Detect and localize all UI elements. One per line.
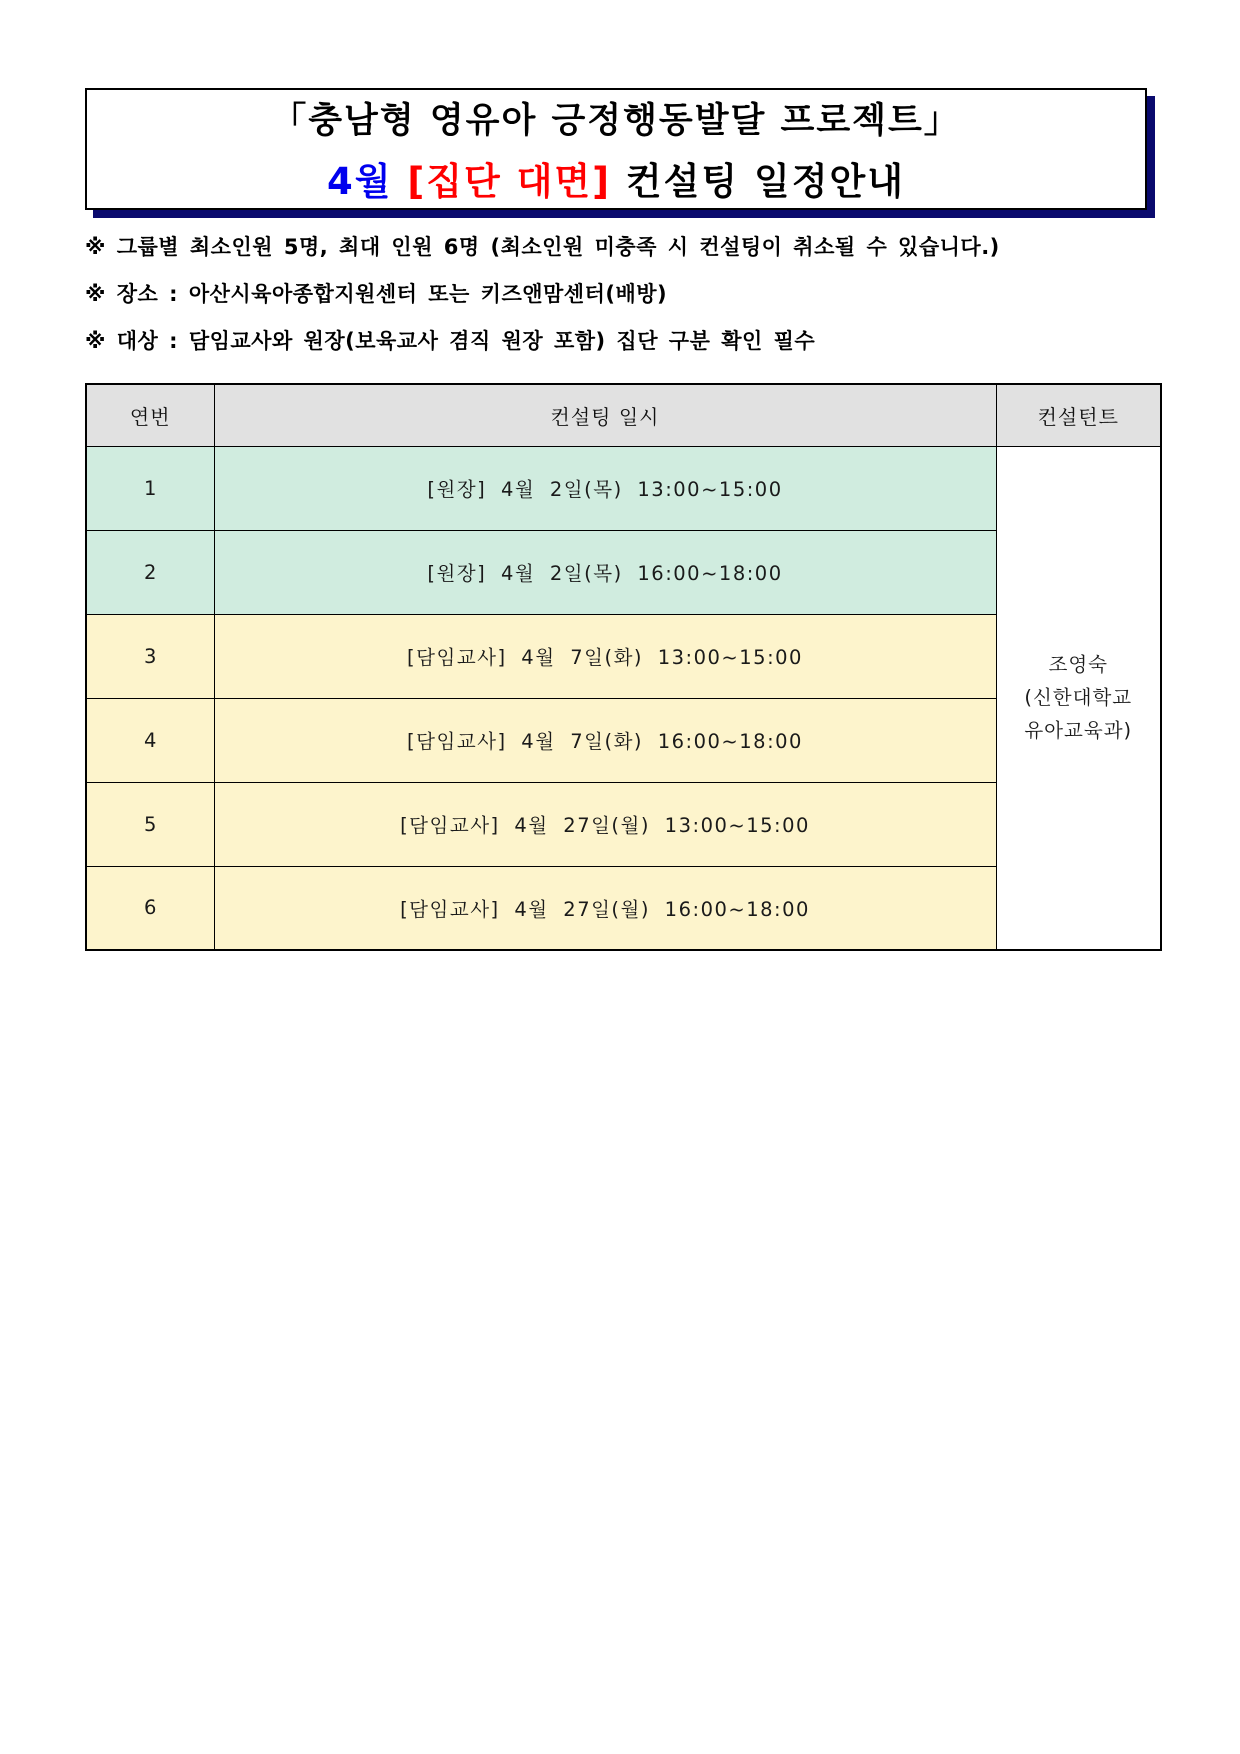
table-header-row xyxy=(86,384,1161,446)
notes-section xyxy=(85,232,1165,373)
consultant-cell xyxy=(996,446,1161,950)
title-month-text: 4월 xyxy=(326,160,408,203)
row-number: 5 xyxy=(86,782,214,866)
consulting-schedule-table xyxy=(85,383,1162,951)
row-datetime: [담임교사] 4월 7일(화) 13:00~15:00 xyxy=(214,614,996,698)
note-location: ※ 장소 : 아산시육아종합지원센터 또는 키즈앤맘센터(배방) xyxy=(85,282,668,306)
row-number: 1 xyxy=(86,446,214,530)
note-min-max-people: ※ 그룹별 최소인원 5명, 최대 인원 6명 (최소인원 미충족 시 컨설팅이 취소될 수 있습니다.) xyxy=(85,235,1000,259)
header-no: 연번 xyxy=(86,384,214,446)
row-number: 2 xyxy=(86,530,214,614)
title-line-schedule xyxy=(327,151,905,205)
title-line-project: 「충남형 영유아 긍정행동발달 프로젝트」 xyxy=(271,101,961,141)
title-group-face-text: [집단 대면] xyxy=(407,160,612,203)
row-number: 3 xyxy=(86,614,214,698)
row-datetime: [원장] 4월 2일(목) 16:00~18:00 xyxy=(214,530,996,614)
title-box xyxy=(85,88,1147,210)
note-target: ※ 대상 : 담임교사와 원장(보육교사 겸직 원장 포함) 집단 구분 확인 필수 xyxy=(85,329,816,353)
row-datetime: [담임교사] 4월 27일(월) 13:00~15:00 xyxy=(214,782,996,866)
row-datetime: [담임교사] 4월 7일(화) 16:00~18:00 xyxy=(214,698,996,782)
header-consultant: 컨설턴트 xyxy=(996,384,1161,446)
consultant-affiliation-line2: 유아교육과) xyxy=(1024,719,1133,743)
row-datetime: [원장] 4월 2일(목) 13:00~15:00 xyxy=(214,446,996,530)
consultant-affiliation-line1: (신한대학교 xyxy=(1024,686,1133,710)
consultant-name: 조영숙 xyxy=(1048,653,1108,677)
table-row xyxy=(86,446,1161,530)
header-datetime: 컨설팅 일시 xyxy=(214,384,996,446)
row-number: 4 xyxy=(86,698,214,782)
title-rest-text: 컨설팅 일정안내 xyxy=(611,160,905,203)
row-number: 6 xyxy=(86,866,214,950)
row-datetime: [담임교사] 4월 27일(월) 16:00~18:00 xyxy=(214,866,996,950)
